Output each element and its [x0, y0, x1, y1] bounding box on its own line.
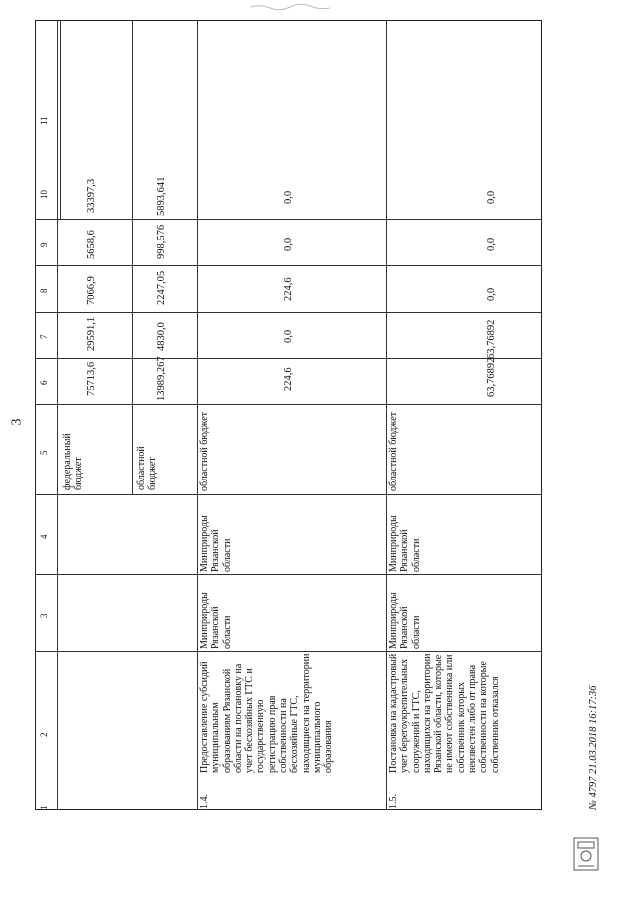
col-header-2: 2 [39, 732, 49, 737]
fed-c10: 33397,3 [86, 178, 97, 213]
grid-line [36, 574, 541, 575]
fed-c6: 75713,6 [86, 361, 97, 396]
item-1-5-c10: 0,0 [486, 190, 497, 204]
grid-line [60, 21, 61, 219]
grid-line [36, 312, 541, 313]
fed-c8: 7066,9 [86, 276, 97, 305]
grid-line [36, 404, 541, 405]
item-1-5-c8: 0,0 [486, 287, 497, 301]
item-1-5-source: областной бюджет [388, 411, 399, 491]
col-header-1: 1 [39, 805, 49, 810]
item-1-4-c10: 0,0 [283, 190, 294, 204]
grid-line [57, 21, 58, 809]
rotated-budget-table [35, 20, 542, 810]
item-1-5-num: 1.5. [388, 794, 399, 809]
item-1-4-c8: 224,6 [283, 277, 294, 301]
grid-line [36, 651, 541, 652]
item-1-4-coexecutor: Минприроды Рязанской области [199, 515, 233, 572]
col-header-9: 9 [39, 242, 49, 247]
grid-line [36, 358, 541, 359]
source-regional: областной бюджет [136, 446, 159, 490]
item-1-4-executor: Минприроды Рязанской области [199, 592, 233, 649]
reg-c9: 998,576 [156, 224, 167, 259]
fed-c7: 29591,1 [86, 316, 97, 351]
scan-artifact-icon [250, 2, 370, 12]
col-header-10: 10 [39, 190, 49, 199]
reg-c7: 4830,0 [156, 322, 167, 351]
item-1-5-coexecutor: Минприроды Рязанской области [388, 515, 422, 572]
item-1-4-text: Предоставление субсидий муниципальным образованиям Рязанской области на постановку на учет бесхозяйных ГТС и государственную регистрацию прав собственности на бесхозяйные ГТС, находящиеся на территории муниципального образования [199, 653, 335, 773]
item-1-5-c7: 63,76892 [486, 319, 497, 359]
grid-line [386, 21, 387, 809]
item-1-4-c7: 0,0 [283, 329, 294, 343]
grid-line [132, 404, 133, 494]
grid-line [36, 265, 541, 266]
grid-line [36, 494, 541, 495]
grid-line [197, 21, 198, 809]
seal-icon [572, 836, 600, 872]
source-federal: федеральный бюджет [62, 433, 85, 490]
reg-c8: 2247,05 [156, 270, 167, 305]
item-1-5-c9: 0,0 [486, 237, 497, 251]
col-header-4: 4 [39, 534, 49, 539]
item-1-5-c6: 63,76892 [486, 357, 497, 397]
col-header-11: 11 [39, 116, 49, 125]
item-1-4-c9: 0,0 [283, 237, 294, 251]
grid-line [36, 219, 541, 220]
item-1-4-c6: 224,6 [283, 367, 294, 391]
grid-line [132, 219, 133, 404]
grid-line [132, 21, 133, 219]
col-header-3: 3 [39, 613, 49, 618]
item-1-5-executor: Минприроды Рязанской области [388, 592, 422, 649]
item-1-4-num: 1.4. [199, 794, 210, 809]
page-number: 3 [9, 418, 25, 426]
col-header-6: 6 [39, 380, 49, 385]
reg-c10: 5893,641 [156, 176, 167, 216]
col-header-5: 5 [39, 450, 49, 455]
item-1-4-source: областной бюджет [199, 411, 210, 491]
col-header-7: 7 [39, 334, 49, 339]
fed-c9: 5658,6 [86, 230, 97, 259]
col-header-8: 8 [39, 288, 49, 293]
document-registration-stamp: № 4797 21.03.2018 16:17:36 [588, 685, 599, 810]
item-1-5-text: Постановка на кадастровый учет берегоукрепительных сооружений и ГТС, находящихся на территории Рязанской области, которые не имеют собственника или собственник которых неизвестен либо от права собственности на которые собственник отказался [388, 653, 501, 773]
reg-c6: 13989,267 [156, 356, 167, 401]
